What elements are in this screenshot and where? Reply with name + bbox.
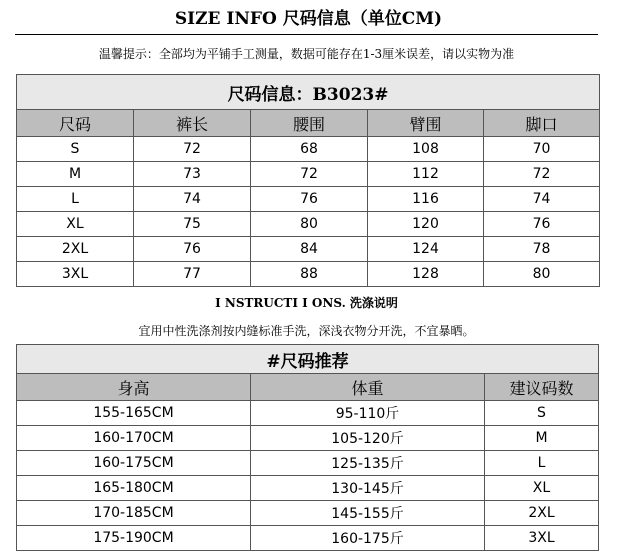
cell-pants-length: 72 xyxy=(134,137,251,162)
table-row xyxy=(17,476,599,501)
cell-waist: 88 xyxy=(251,262,368,287)
header-weight: 体重 xyxy=(251,374,485,401)
cell-size: 3XL xyxy=(17,262,134,287)
table-row xyxy=(17,237,600,262)
table-row xyxy=(17,451,599,476)
cell-weight: 125-135斤 xyxy=(251,451,485,476)
table-row xyxy=(17,137,600,162)
cell-height: 160-170CM xyxy=(17,426,251,451)
header-waist: 腰围 xyxy=(251,110,368,137)
cell-weight: 145-155斤 xyxy=(251,501,485,526)
cell-leg-opening: 78 xyxy=(484,237,600,262)
cell-size: S xyxy=(17,137,134,162)
cell-waist: 76 xyxy=(251,187,368,212)
table-row xyxy=(17,426,599,451)
cell-size: 2XL xyxy=(17,237,134,262)
cell-pants-length: 77 xyxy=(134,262,251,287)
cell-suggested-size: XL xyxy=(485,476,599,501)
cell-suggested-size: S xyxy=(485,401,599,426)
cell-size: XL xyxy=(17,212,134,237)
table-row xyxy=(17,162,600,187)
cell-weight: 95-110斤 xyxy=(251,401,485,426)
table-row xyxy=(17,501,599,526)
cell-waist: 84 xyxy=(251,237,368,262)
instructions-heading: I NSTRUCTI I ONS. 洗涤说明 xyxy=(215,296,398,310)
cell-weight: 160-175斤 xyxy=(251,526,485,551)
measurement-notice: 温馨提示：全部均为平铺手工测量，数据可能存在1-3厘米误差，请以实物为准 xyxy=(98,47,515,61)
cell-hip: 116 xyxy=(368,187,484,212)
cell-hip: 128 xyxy=(368,262,484,287)
cell-leg-opening: 80 xyxy=(484,262,600,287)
cell-suggested-size: L xyxy=(485,451,599,476)
cell-pants-length: 74 xyxy=(134,187,251,212)
cell-hip: 112 xyxy=(368,162,484,187)
table-row xyxy=(17,212,600,237)
cell-waist: 72 xyxy=(251,162,368,187)
size-table xyxy=(16,74,600,287)
cell-hip: 124 xyxy=(368,237,484,262)
cell-weight: 130-145斤 xyxy=(251,476,485,501)
header-height: 身高 xyxy=(17,374,251,401)
cell-hip: 120 xyxy=(368,212,484,237)
cell-size: L xyxy=(17,187,134,212)
header-leg-opening: 脚口 xyxy=(484,110,600,137)
cell-suggested-size: 3XL xyxy=(485,526,599,551)
table-row xyxy=(17,187,600,212)
cell-leg-opening: 74 xyxy=(484,187,600,212)
header-suggested-size: 建议码数 xyxy=(485,374,599,401)
header-size: 尺码 xyxy=(17,110,134,137)
cell-suggested-size: M xyxy=(485,426,599,451)
cell-leg-opening: 70 xyxy=(484,137,600,162)
cell-height: 155-165CM xyxy=(17,401,251,426)
table-row xyxy=(17,401,599,426)
cell-leg-opening: 72 xyxy=(484,162,600,187)
cell-height: 175-190CM xyxy=(17,526,251,551)
cell-suggested-size: 2XL xyxy=(485,501,599,526)
cell-pants-length: 76 xyxy=(134,237,251,262)
recommendation-table-title: #尺码推荐 xyxy=(17,345,599,374)
cell-weight: 105-120斤 xyxy=(251,426,485,451)
header-pants-length: 裤长 xyxy=(134,110,251,137)
table-row xyxy=(17,526,599,551)
cell-height: 160-175CM xyxy=(17,451,251,476)
cell-pants-length: 73 xyxy=(134,162,251,187)
cell-hip: 108 xyxy=(368,137,484,162)
instructions-text: 宜用中性洗涤剂按内缝标准手洗，深浅衣物分开洗，不宜暴晒。 xyxy=(138,324,475,338)
cell-pants-length: 75 xyxy=(134,212,251,237)
cell-height: 165-180CM xyxy=(17,476,251,501)
header-hip: 臂围 xyxy=(368,110,484,137)
cell-height: 170-185CM xyxy=(17,501,251,526)
recommendation-table xyxy=(16,344,599,551)
size-table-title: 尺码信息：B3023# xyxy=(17,75,600,110)
table-row xyxy=(17,262,600,287)
page-title: SIZE INFO 尺码信息（单位CM) xyxy=(174,9,443,29)
cell-size: M xyxy=(17,162,134,187)
divider xyxy=(15,34,598,35)
cell-waist: 80 xyxy=(251,212,368,237)
cell-leg-opening: 76 xyxy=(484,212,600,237)
cell-waist: 68 xyxy=(251,137,368,162)
